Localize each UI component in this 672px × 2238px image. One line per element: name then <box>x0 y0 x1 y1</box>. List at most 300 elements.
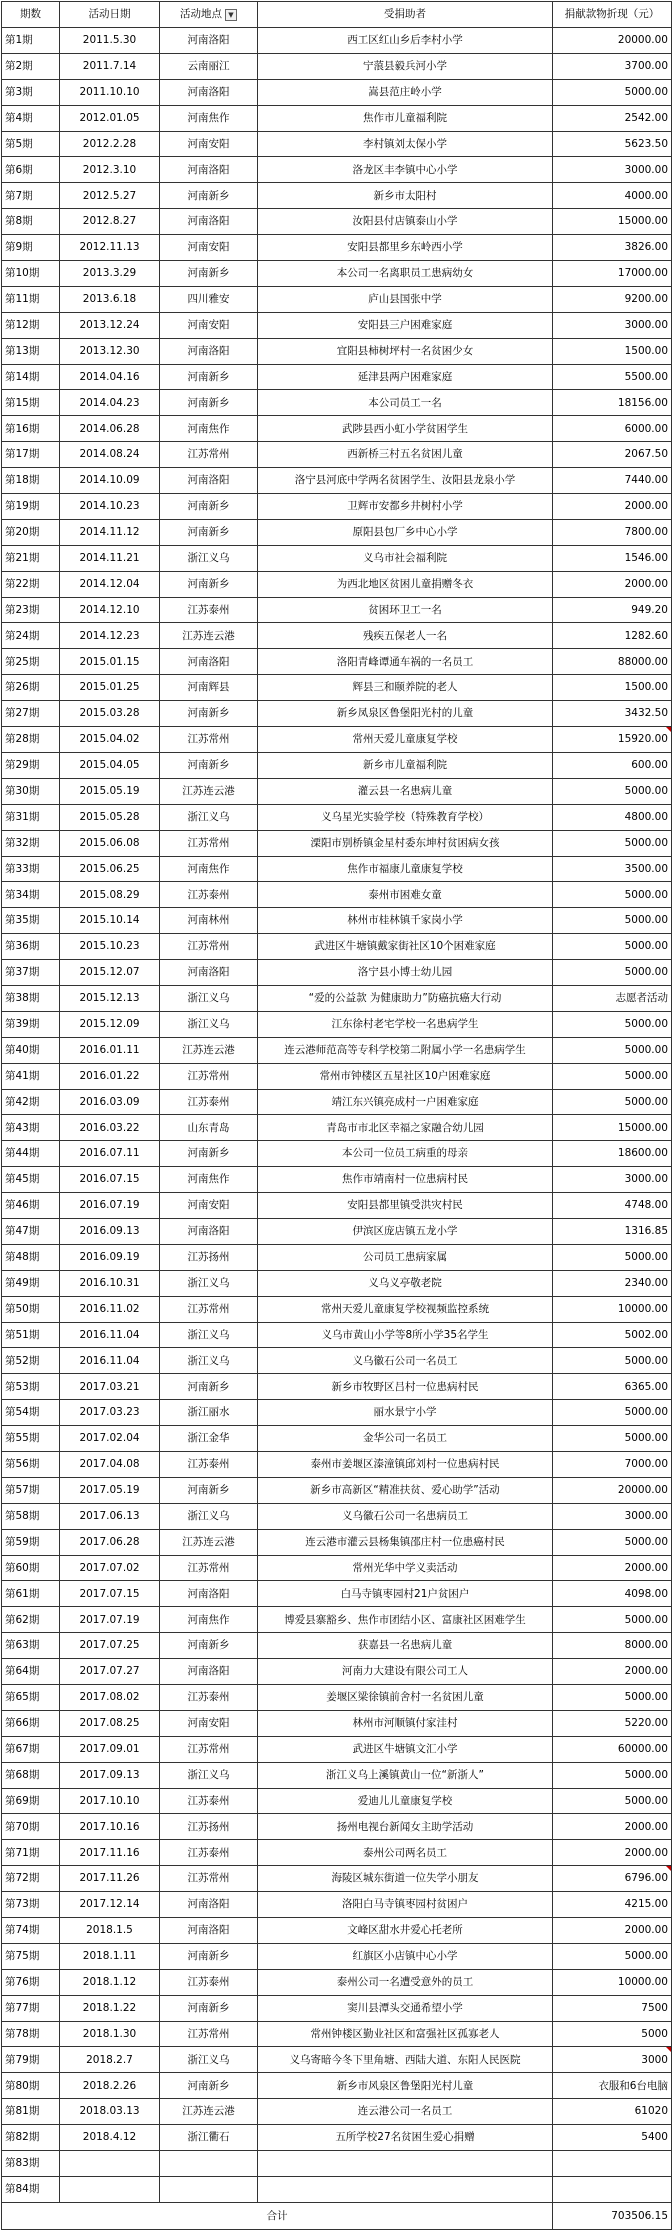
cell-amount: 5000.00 <box>553 1348 672 1374</box>
cell-location: 江苏泰州 <box>160 1451 258 1477</box>
cell-date: 2018.1.12 <box>60 1969 160 1995</box>
cell-location: 河南安阳 <box>160 131 258 157</box>
cell-location: 江苏泰州 <box>160 597 258 623</box>
cell-issue: 第42期 <box>2 1089 60 1115</box>
cell-date: 2017.09.13 <box>60 1762 160 1788</box>
cell-recipient: 义乌徽石公司一名患病员工 <box>258 1503 553 1529</box>
cell-recipient: 新乡凤泉区鲁堡阳光村的儿童 <box>258 701 553 727</box>
table-row <box>2 1555 672 1581</box>
header-location[interactable] <box>160 2 258 28</box>
total-label: 合计 <box>2 2202 553 2229</box>
cell-amount: 5000.00 <box>553 1089 672 1115</box>
cell-date: 2017.11.16 <box>60 1840 160 1866</box>
cell-date: 2014.08.24 <box>60 442 160 468</box>
cell-issue: 第63期 <box>2 1633 60 1659</box>
table-row <box>2 1296 672 1322</box>
cell-date: 2016.07.15 <box>60 1167 160 1193</box>
table-row <box>2 1218 672 1244</box>
cell-amount: 7000.00 <box>553 1451 672 1477</box>
cell-location: 河南新乡 <box>160 1633 258 1659</box>
cell-date: 2015.12.13 <box>60 985 160 1011</box>
cell-recipient: 伊滨区庞店镇五龙小学 <box>258 1218 553 1244</box>
cell-recipient: 焦作市靖南村一位患病村民 <box>258 1167 553 1193</box>
cell-issue: 第35期 <box>2 908 60 934</box>
cell-recipient: 连云港市灌云县杨集镇邵庄村一位患癌村民 <box>258 1529 553 1555</box>
cell-location: 江苏常州 <box>160 1063 258 1089</box>
cell-recipient: 常州天爱儿童康复学校 <box>258 727 553 753</box>
cell-amount: 4098.00 <box>553 1581 672 1607</box>
cell-location: 河南新乡 <box>160 261 258 287</box>
cell-amount: 2000.00 <box>553 1814 672 1840</box>
cell-issue: 第9期 <box>2 235 60 261</box>
cell-amount: 5002.00 <box>553 1322 672 1348</box>
cell-issue: 第66期 <box>2 1710 60 1736</box>
table-row <box>2 1814 672 1840</box>
table-row <box>2 571 672 597</box>
cell-recipient: 常州天爱儿童康复学校视频监控系统 <box>258 1296 553 1322</box>
cell-location: 浙江义乌 <box>160 545 258 571</box>
cell-date: 2012.11.13 <box>60 235 160 261</box>
header-row <box>2 2 672 28</box>
cell-date: 2015.08.29 <box>60 882 160 908</box>
cell-amount: 3500.00 <box>553 856 672 882</box>
cell-recipient: 安阳县三户困难家庭 <box>258 312 553 338</box>
cell-issue: 第22期 <box>2 571 60 597</box>
cell-recipient: 窦川县潭头交通希望小学 <box>258 1995 553 2021</box>
cell-issue: 第19期 <box>2 494 60 520</box>
cell-amount: 3700.00 <box>553 53 672 79</box>
header-amount: 捐献款物折现（元） <box>553 2 672 28</box>
cell-location: 河南新乡 <box>160 752 258 778</box>
cell-amount: 3826.00 <box>553 235 672 261</box>
cell-location: 四川雅安 <box>160 286 258 312</box>
cell-amount: 10000.00 <box>553 1296 672 1322</box>
table-row <box>2 1529 672 1555</box>
cell-recipient: 新乡市高新区“精准扶贫、爱心助学”活动 <box>258 1477 553 1503</box>
cell-recipient: 常州市钟楼区五星社区10户困难家庭 <box>258 1063 553 1089</box>
cell-recipient: 为西北地区贫困儿童捐赠冬衣 <box>258 571 553 597</box>
cell-amount: 949.20 <box>553 597 672 623</box>
cell-date: 2017.07.27 <box>60 1659 160 1685</box>
cell-issue: 第2期 <box>2 53 60 79</box>
cell-recipient: 武陟县西小虹小学贫困学生 <box>258 416 553 442</box>
cell-location: 河南新乡 <box>160 364 258 390</box>
cell-recipient: 原阳县包厂乡中心小学 <box>258 519 553 545</box>
cell-issue: 第34期 <box>2 882 60 908</box>
table-row <box>2 1633 672 1659</box>
cell-location: 河南新乡 <box>160 1477 258 1503</box>
cell-recipient: 洛阳白马寺镇枣园村贫困户 <box>258 1892 553 1918</box>
cell-date: 2016.03.09 <box>60 1089 160 1115</box>
cell-issue: 第81期 <box>2 2099 60 2125</box>
table-row <box>2 1969 672 1995</box>
cell-date: 2017.07.25 <box>60 1633 160 1659</box>
cell-date: 2017.03.23 <box>60 1400 160 1426</box>
cell-recipient: 金华公司一名员工 <box>258 1426 553 1452</box>
cell-location: 河南新乡 <box>160 1374 258 1400</box>
cell-date: 2012.01.05 <box>60 105 160 131</box>
cell-amount: 5000.00 <box>553 960 672 986</box>
cell-location: 河南洛阳 <box>160 157 258 183</box>
cell-location: 河南新乡 <box>160 1995 258 2021</box>
cell-location: 河南焦作 <box>160 105 258 131</box>
cell-date: 2017.07.02 <box>60 1555 160 1581</box>
cell-issue: 第5期 <box>2 131 60 157</box>
cell-recipient: 溧阳市别桥镇金星村委东坤村贫困病女孩 <box>258 830 553 856</box>
cell-date: 2015.05.28 <box>60 804 160 830</box>
table-row <box>2 1477 672 1503</box>
table-row <box>2 934 672 960</box>
cell-issue: 第62期 <box>2 1607 60 1633</box>
cell-date: 2014.06.28 <box>60 416 160 442</box>
cell-amount: 5000 <box>553 2021 672 2047</box>
cell-recipient: 泰州市姜堰区溱潼镇邱刘村一位患病村民 <box>258 1451 553 1477</box>
table-row <box>2 1995 672 2021</box>
cell-location: 江苏扬州 <box>160 1244 258 1270</box>
cell-date: 2018.2.7 <box>60 2047 160 2073</box>
cell-recipient: 焦作市福康儿童康复学校 <box>258 856 553 882</box>
cell-issue: 第68期 <box>2 1762 60 1788</box>
cell-location: 浙江义乌 <box>160 1011 258 1037</box>
cell-location: 河南新乡 <box>160 494 258 520</box>
cell-date: 2018.03.13 <box>60 2099 160 2125</box>
cell-issue: 第8期 <box>2 209 60 235</box>
cell-issue: 第51期 <box>2 1322 60 1348</box>
cell-amount: 5000.00 <box>553 1011 672 1037</box>
cell-amount: 15000.00 <box>553 1115 672 1141</box>
cell-location: 河南新乡 <box>160 1141 258 1167</box>
table-row <box>2 519 672 545</box>
cell-amount: 5000.00 <box>553 1400 672 1426</box>
cell-recipient: 义乌市社会福利院 <box>258 545 553 571</box>
cell-date: 2018.2.26 <box>60 2073 160 2099</box>
cell-location: 云南丽江 <box>160 53 258 79</box>
cell-amount: 5000.00 <box>553 79 672 105</box>
cell-recipient: 浙江义乌上溪镇黄山一位“新浙人” <box>258 1762 553 1788</box>
cell-location: 河南洛阳 <box>160 468 258 494</box>
cell-recipient: 西新桥三村五名贫困儿童 <box>258 442 553 468</box>
cell-amount: 20000.00 <box>553 28 672 54</box>
cell-issue: 第56期 <box>2 1451 60 1477</box>
cell-recipient: 辉县三和颐养院的老人 <box>258 675 553 701</box>
table-row <box>2 1710 672 1736</box>
table-row <box>2 416 672 442</box>
cell-recipient: 义乌徽石公司一名员工 <box>258 1348 553 1374</box>
cell-recipient: 泰州市困难女童 <box>258 882 553 908</box>
cell-issue: 第54期 <box>2 1400 60 1426</box>
table-row <box>2 1400 672 1426</box>
cell-location: 河南焦作 <box>160 416 258 442</box>
table-row <box>2 2047 672 2073</box>
cell-recipient: 武进区牛塘镇戴家街社区10个困难家庭 <box>258 934 553 960</box>
cell-recipient: 李村镇刘太保小学 <box>258 131 553 157</box>
cell-issue: 第18期 <box>2 468 60 494</box>
cell-amount: 2000.00 <box>553 1555 672 1581</box>
cell-recipient: 汝阳县付店镇泰山小学 <box>258 209 553 235</box>
table-row <box>2 1918 672 1944</box>
table-row <box>2 1866 672 1892</box>
table-row <box>2 286 672 312</box>
cell-location: 江苏常州 <box>160 1866 258 1892</box>
cell-location: 江苏连云港 <box>160 1037 258 1063</box>
cell-amount: 2000.00 <box>553 494 672 520</box>
cell-location: 河南新乡 <box>160 571 258 597</box>
cell-issue: 第58期 <box>2 1503 60 1529</box>
cell-amount: 3000.00 <box>553 157 672 183</box>
cell-issue: 第24期 <box>2 623 60 649</box>
table-row <box>2 908 672 934</box>
cell-issue: 第39期 <box>2 1011 60 1037</box>
cell-issue: 第59期 <box>2 1529 60 1555</box>
cell-issue: 第60期 <box>2 1555 60 1581</box>
cell-date: 2015.01.15 <box>60 649 160 675</box>
cell-recipient: 江东徐村老宅学校一名患病学生 <box>258 1011 553 1037</box>
cell-recipient <box>258 2176 553 2202</box>
cell-issue: 第1期 <box>2 28 60 54</box>
cell-location: 江苏常州 <box>160 2021 258 2047</box>
cell-date: 2015.05.19 <box>60 778 160 804</box>
cell-amount: 5500.00 <box>553 364 672 390</box>
dropdown-arrow-icon[interactable]: ▼ <box>225 9 237 21</box>
cell-issue: 第69期 <box>2 1788 60 1814</box>
cell-amount: 60000.00 <box>553 1736 672 1762</box>
cell-issue: 第12期 <box>2 312 60 338</box>
cell-amount: 5000.00 <box>553 1762 672 1788</box>
cell-amount: 1500.00 <box>553 675 672 701</box>
cell-amount: 88000.00 <box>553 649 672 675</box>
cell-recipient <box>258 2151 553 2177</box>
cell-amount: 4000.00 <box>553 183 672 209</box>
cell-date: 2018.1.11 <box>60 1943 160 1969</box>
table-row <box>2 79 672 105</box>
table-row <box>2 1607 672 1633</box>
cell-date: 2014.12.23 <box>60 623 160 649</box>
table-row <box>2 1374 672 1400</box>
table-row <box>2 1503 672 1529</box>
table-row <box>2 2021 672 2047</box>
cell-recipient: 洛宁县河底中学两名贫困学生、汝阳县龙泉小学 <box>258 468 553 494</box>
cell-amount: 18600.00 <box>553 1141 672 1167</box>
cell-recipient: 河南力大建设有限公司工人 <box>258 1659 553 1685</box>
cell-location: 河南安阳 <box>160 312 258 338</box>
table-body <box>2 28 672 2203</box>
table-row <box>2 856 672 882</box>
cell-amount: 5000.00 <box>553 1685 672 1711</box>
cell-amount: 7500 <box>553 1995 672 2021</box>
cell-amount: 6365.00 <box>553 1374 672 1400</box>
table-row <box>2 1581 672 1607</box>
cell-location: 浙江义乌 <box>160 1322 258 1348</box>
cell-location: 河南洛阳 <box>160 338 258 364</box>
cell-date: 2016.01.11 <box>60 1037 160 1063</box>
cell-location: 河南林州 <box>160 908 258 934</box>
cell-date: 2014.10.23 <box>60 494 160 520</box>
table-row <box>2 1762 672 1788</box>
cell-date: 2011.10.10 <box>60 79 160 105</box>
cell-issue: 第26期 <box>2 675 60 701</box>
cell-location: 河南焦作 <box>160 1607 258 1633</box>
cell-location: 河南焦作 <box>160 1167 258 1193</box>
cell-recipient: 公司员工患病家属 <box>258 1244 553 1270</box>
cell-amount: 5000.00 <box>553 1244 672 1270</box>
cell-date: 2015.06.08 <box>60 830 160 856</box>
cell-location: 江苏连云港 <box>160 2099 258 2125</box>
cell-issue: 第78期 <box>2 2021 60 2047</box>
cell-amount: 10000.00 <box>553 1969 672 1995</box>
table-row <box>2 2176 672 2202</box>
cell-recipient: 姜堰区梁徐镇前舍村一名贫困儿童 <box>258 1685 553 1711</box>
cell-location: 河南新乡 <box>160 390 258 416</box>
cell-location: 河南新乡 <box>160 519 258 545</box>
table-row <box>2 157 672 183</box>
cell-location: 河南洛阳 <box>160 649 258 675</box>
cell-date: 2014.10.09 <box>60 468 160 494</box>
table-row <box>2 442 672 468</box>
cell-amount: 2067.50 <box>553 442 672 468</box>
table-row <box>2 1943 672 1969</box>
cell-amount: 5000.00 <box>553 882 672 908</box>
cell-recipient: 安阳县都里乡东岭西小学 <box>258 235 553 261</box>
cell-date: 2018.1.22 <box>60 1995 160 2021</box>
cell-location: 浙江义乌 <box>160 804 258 830</box>
cell-amount: 3000.00 <box>553 312 672 338</box>
cell-location: 江苏常州 <box>160 442 258 468</box>
cell-amount: 5000.00 <box>553 1529 672 1555</box>
cell-location: 河南洛阳 <box>160 79 258 105</box>
cell-amount: 5000.00 <box>553 1607 672 1633</box>
cell-recipient: 常州钟楼区勤业社区和富强社区孤寡老人 <box>258 2021 553 2047</box>
cell-amount: 20000.00 <box>553 1477 672 1503</box>
table-row <box>2 53 672 79</box>
cell-issue: 第80期 <box>2 2073 60 2099</box>
cell-recipient: 灌云县一名患病儿童 <box>258 778 553 804</box>
cell-location: 浙江义乌 <box>160 1762 258 1788</box>
cell-recipient: 新乡市牧野区吕村一位患病村民 <box>258 1374 553 1400</box>
cell-location: 浙江义乌 <box>160 2047 258 2073</box>
cell-location: 河南安阳 <box>160 1710 258 1736</box>
cell-date: 2017.03.21 <box>60 1374 160 1400</box>
cell-date: 2013.3.29 <box>60 261 160 287</box>
cell-date: 2017.06.28 <box>60 1529 160 1555</box>
cell-date: 2017.10.10 <box>60 1788 160 1814</box>
cell-location: 河南洛阳 <box>160 960 258 986</box>
cell-issue: 第38期 <box>2 985 60 1011</box>
table-row <box>2 28 672 54</box>
cell-location: 浙江衢石 <box>160 2125 258 2151</box>
table-row <box>2 1089 672 1115</box>
cell-date: 2016.03.22 <box>60 1115 160 1141</box>
cell-date: 2015.12.07 <box>60 960 160 986</box>
cell-issue: 第77期 <box>2 1995 60 2021</box>
cell-recipient: 红旗区小店镇中心小学 <box>258 1943 553 1969</box>
cell-date: 2014.12.10 <box>60 597 160 623</box>
table-row <box>2 261 672 287</box>
cell-amount: 6796.00 <box>553 1866 672 1892</box>
cell-location: 河南新乡 <box>160 183 258 209</box>
cell-recipient: 林州市桂林镇千家岗小学 <box>258 908 553 934</box>
table-row <box>2 727 672 753</box>
cell-issue: 第31期 <box>2 804 60 830</box>
cell-recipient: 延津县两户困难家庭 <box>258 364 553 390</box>
table-row <box>2 105 672 131</box>
table-row <box>2 1659 672 1685</box>
cell-amount: 3000.00 <box>553 1167 672 1193</box>
cell-recipient: 常州光华中学义卖活动 <box>258 1555 553 1581</box>
cell-recipient: 贫困环卫工一名 <box>258 597 553 623</box>
cell-location: 江苏常州 <box>160 1736 258 1762</box>
table-row <box>2 1348 672 1374</box>
cell-recipient: 宁蒗县毅兵河小学 <box>258 53 553 79</box>
cell-amount: 5000.00 <box>553 1788 672 1814</box>
table-row <box>2 1426 672 1452</box>
cell-date: 2017.06.13 <box>60 1503 160 1529</box>
cell-issue: 第37期 <box>2 960 60 986</box>
cell-issue: 第17期 <box>2 442 60 468</box>
cell-issue: 第45期 <box>2 1167 60 1193</box>
table-row <box>2 468 672 494</box>
table-row <box>2 1193 672 1219</box>
cell-date: 2017.07.19 <box>60 1607 160 1633</box>
cell-location: 江苏泰州 <box>160 1969 258 1995</box>
cell-amount: 1500.00 <box>553 338 672 364</box>
cell-issue: 第70期 <box>2 1814 60 1840</box>
cell-recipient: 丽水景宁小学 <box>258 1400 553 1426</box>
cell-issue: 第3期 <box>2 79 60 105</box>
cell-issue: 第33期 <box>2 856 60 882</box>
cell-recipient: 义乌寄暗今冬下里角塘、西陆大道、东阳人民医院 <box>258 2047 553 2073</box>
cell-issue: 第57期 <box>2 1477 60 1503</box>
cell-recipient: 嵩县范庄岭小学 <box>258 79 553 105</box>
cell-issue: 第74期 <box>2 1918 60 1944</box>
table-row <box>2 545 672 571</box>
cell-amount: 5000.00 <box>553 1063 672 1089</box>
cell-date: 2012.5.27 <box>60 183 160 209</box>
cell-issue: 第25期 <box>2 649 60 675</box>
table-row <box>2 183 672 209</box>
cell-date: 2017.08.25 <box>60 1710 160 1736</box>
cell-location: 江苏泰州 <box>160 1089 258 1115</box>
table-row <box>2 2151 672 2177</box>
cell-date: 2018.1.30 <box>60 2021 160 2047</box>
cell-date <box>60 2151 160 2177</box>
cell-recipient: 义乌星光实验学校（特殊教育学校） <box>258 804 553 830</box>
cell-date: 2017.12.14 <box>60 1892 160 1918</box>
cell-amount: 5000.00 <box>553 1943 672 1969</box>
table-row <box>2 2125 672 2151</box>
cell-recipient: 本公司一位员工病重的母亲 <box>258 1141 553 1167</box>
cell-location: 河南安阳 <box>160 1193 258 1219</box>
table-row <box>2 235 672 261</box>
cell-location: 河南洛阳 <box>160 1659 258 1685</box>
cell-recipient: 焦作市儿童福利院 <box>258 105 553 131</box>
cell-location: 江苏泰州 <box>160 1788 258 1814</box>
cell-location <box>160 2151 258 2177</box>
cell-date: 2016.09.19 <box>60 1244 160 1270</box>
cell-amount: 4800.00 <box>553 804 672 830</box>
cell-date: 2012.8.27 <box>60 209 160 235</box>
cell-amount: 7440.00 <box>553 468 672 494</box>
cell-date: 2017.11.26 <box>60 1866 160 1892</box>
cell-issue: 第61期 <box>2 1581 60 1607</box>
cell-date: 2015.12.09 <box>60 1011 160 1037</box>
cell-recipient: 新乡市儿童福利院 <box>258 752 553 778</box>
cell-date: 2016.07.19 <box>60 1193 160 1219</box>
cell-location: 江苏常州 <box>160 830 258 856</box>
cell-issue: 第21期 <box>2 545 60 571</box>
cell-date: 2014.04.23 <box>60 390 160 416</box>
table-row <box>2 1011 672 1037</box>
cell-amount: 5000.00 <box>553 1037 672 1063</box>
